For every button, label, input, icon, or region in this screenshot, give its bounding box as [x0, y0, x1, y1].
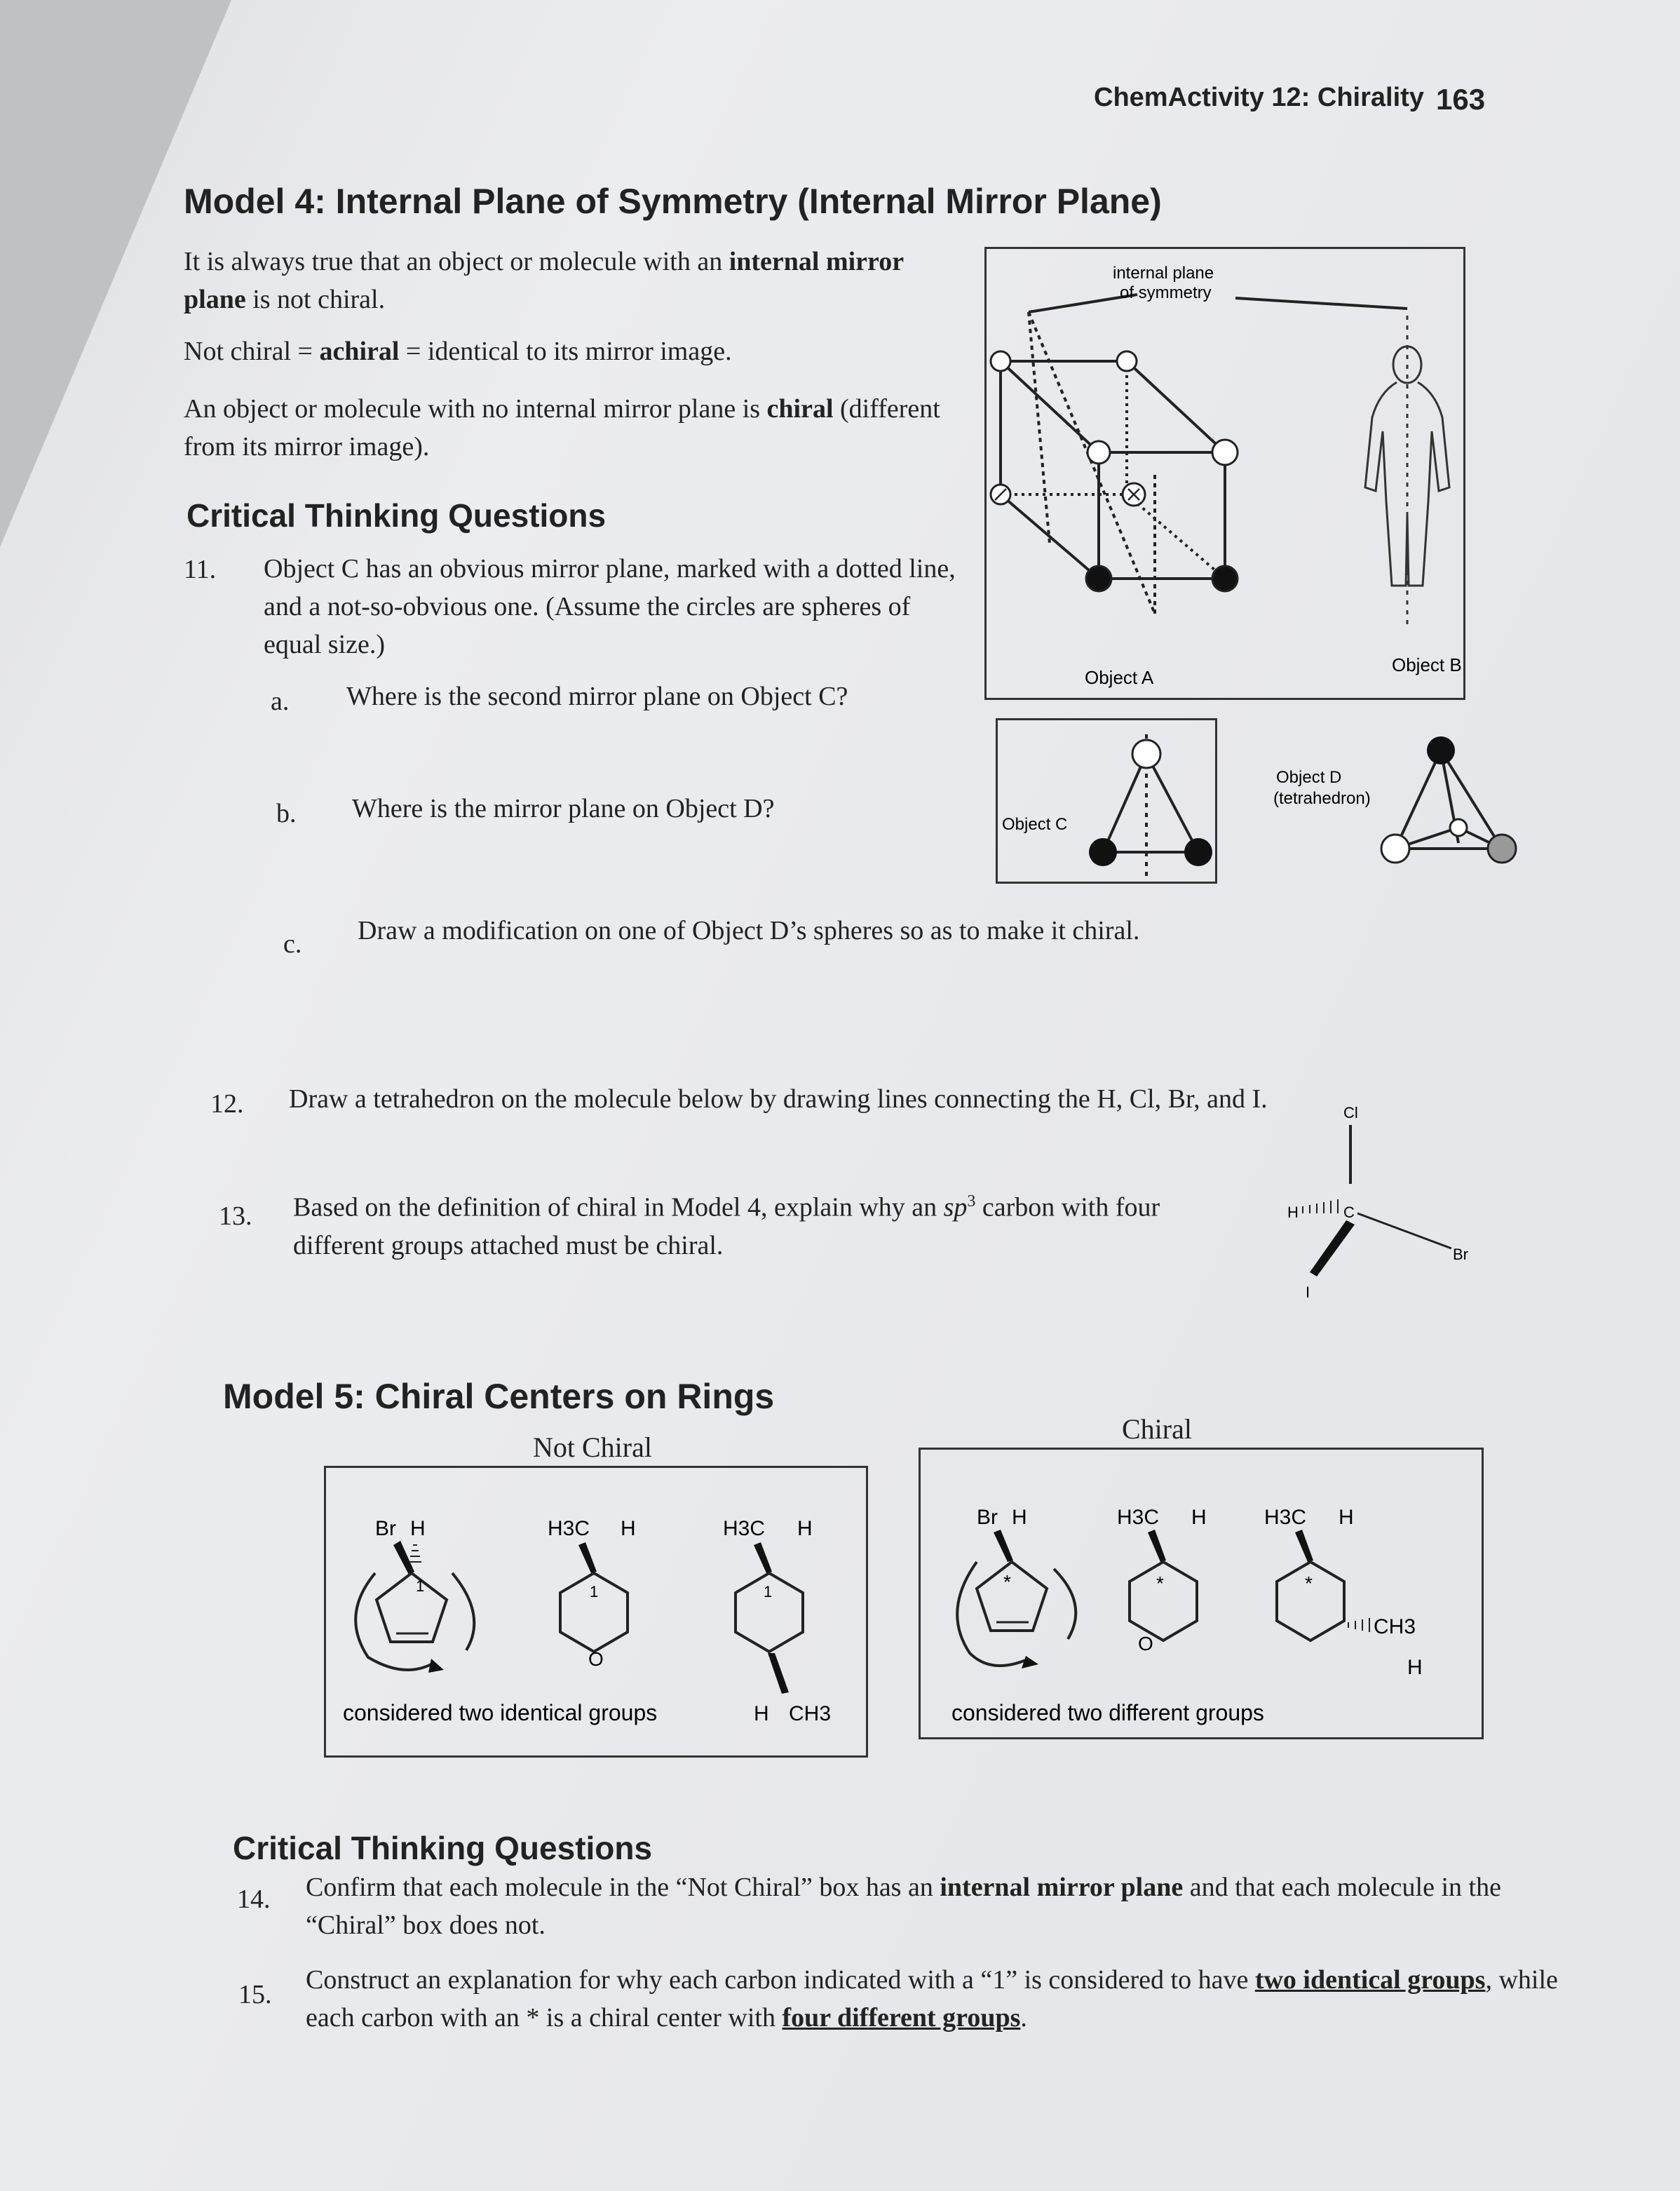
p2-text-a: Not chiral = — [184, 337, 320, 366]
object-c-drawing — [998, 720, 1215, 882]
chiral-box — [919, 1448, 1484, 1739]
q15-bold-identical: two identical groups — [1254, 1965, 1486, 1995]
c3-h-bottom: H — [1407, 1656, 1423, 1679]
objects-ab-drawing — [987, 249, 1463, 698]
q11c-label: c. — [283, 929, 302, 959]
nc3-h3c: H3C — [723, 1517, 766, 1540]
q15-period: . — [1020, 2003, 1027, 2032]
p1-text-c: is not chiral. — [245, 285, 386, 314]
nc3-h: H — [797, 1517, 813, 1540]
c1-star: * — [1003, 1571, 1011, 1593]
q12-number: 12. — [210, 1089, 244, 1119]
ctq1-title: Critical Thinking Questions — [187, 497, 607, 534]
q11-text: Object C has an obvious mirror plane, marked with a dotted line, and a not-so-obvious one. (Assume the circles are spheres of equal size.) — [264, 554, 956, 659]
q14-text — [306, 1868, 1589, 1944]
nc2-one: 1 — [590, 1583, 599, 1600]
q15-text — [306, 1961, 1589, 2037]
q12-text: Draw a tetrahedron on the molecule below by drawing lines connecting the H, Cl, Br, and I. — [289, 1084, 1268, 1114]
model4-paragraph-3 — [184, 390, 941, 466]
c1-h: H — [1012, 1506, 1027, 1529]
q11a-text: Where is the second mirror plane on Object C? — [346, 682, 848, 711]
running-head: ChemActivity 12: Chirality — [1094, 83, 1424, 112]
considered-identical-text: considered two identical groups — [343, 1700, 658, 1725]
q14-text-c: and that each molecule in the “Chiral” box does not. — [306, 1873, 1501, 1940]
object-d-drawing — [1269, 729, 1529, 891]
page-number: 163 — [1436, 83, 1486, 116]
q14-text-a: Confirm that each molecule in the “Not Chiral” box has an — [306, 1873, 940, 1902]
object-a-label: Object A — [1085, 667, 1154, 688]
q11a-label: a. — [271, 687, 290, 716]
q15-number: 15. — [238, 1980, 272, 2009]
atom-c: C — [1343, 1204, 1355, 1221]
not-chiral-box — [324, 1466, 868, 1758]
model4-title: Model 4: Internal Plane of Symmetry (Internal Mirror Plane) — [184, 182, 1162, 221]
nc2-h: H — [621, 1517, 636, 1540]
model4-paragraph-2 — [184, 332, 969, 370]
p2-text-c: = identical to its mirror image. — [399, 337, 732, 366]
q15-text-c: , while each carbon with an * is a chiral center with — [306, 1965, 1558, 2032]
p3-text-a: An object or molecule with no internal mirror plane is — [184, 394, 767, 424]
nc3-h-bottom: H — [754, 1702, 769, 1725]
nc1-br: Br — [375, 1517, 396, 1540]
p3-text-c: (different from its mirror image). — [184, 394, 940, 461]
q14-bold: internal mirror plane — [940, 1873, 1184, 1902]
haloalkane-molecule — [1276, 1101, 1486, 1312]
chiral-drawing — [921, 1450, 1482, 1737]
c1-br: Br — [977, 1506, 998, 1529]
not-chiral-drawing — [326, 1468, 866, 1755]
object-c-label: Object C — [1002, 815, 1068, 834]
q13-sup: 3 — [967, 1192, 976, 1211]
nc2-h3c: H3C — [548, 1517, 590, 1540]
nc1-h: H — [410, 1517, 426, 1540]
plane-label-line1: internal plane — [1113, 264, 1214, 283]
q11-number: 11. — [184, 555, 217, 584]
ctq2-title: Critical Thinking Questions — [233, 1830, 653, 1866]
p2-bold: achiral — [319, 337, 400, 366]
p3-bold: chiral — [766, 394, 834, 424]
c3-ch3: CH3 — [1374, 1615, 1416, 1638]
atom-cl: Cl — [1343, 1104, 1358, 1121]
q13-sp: sp — [943, 1192, 968, 1222]
nc2-o: O — [588, 1648, 604, 1670]
model4-figure-ab — [984, 247, 1465, 700]
plane-label-line2: of symmetry — [1120, 283, 1212, 302]
nc3-one: 1 — [764, 1583, 773, 1600]
c2-o: O — [1138, 1633, 1153, 1654]
q11c-text: Draw a modification on one of Object D’s spheres so as to make it chiral. — [358, 916, 1140, 945]
atom-h: H — [1287, 1204, 1299, 1221]
q13-text — [293, 1182, 1205, 1265]
model5-title: Model 5: Chiral Centers on Rings — [223, 1377, 775, 1416]
object-c-box — [996, 718, 1217, 884]
c3-star: * — [1305, 1572, 1313, 1594]
atom-i: I — [1306, 1283, 1310, 1301]
object-d-label: Object D — [1276, 768, 1342, 787]
c3-h3c: H3C — [1264, 1506, 1307, 1529]
c2-star: * — [1156, 1572, 1164, 1594]
object-d-figure — [1269, 729, 1529, 891]
object-d-sublabel: (tetrahedron) — [1273, 789, 1371, 808]
q15-bold-different: four different groups — [782, 2003, 1021, 2032]
p1-text-a: It is always true that an object or molecule with an — [184, 247, 729, 276]
q14-number: 14. — [237, 1885, 271, 1914]
human-figure — [1365, 316, 1449, 628]
q13-text-b: carbon with four different groups attached must be chiral. — [293, 1192, 1160, 1260]
object-b-label: Object B — [1392, 654, 1462, 675]
q13-number: 13. — [219, 1201, 252, 1231]
q15-text-a: Construct an explanation for why each carbon indicated with a “1” is considered to have — [306, 1965, 1255, 1995]
considered-different-text: considered two different groups — [951, 1700, 1264, 1725]
chiral-label: Chiral — [1122, 1413, 1192, 1445]
c2-h3c: H3C — [1117, 1506, 1160, 1529]
p1-bold: internal mirror plane — [184, 247, 904, 314]
nc1-one: 1 — [416, 1577, 425, 1595]
atom-br: Br — [1453, 1246, 1468, 1263]
q11b-label: b. — [276, 799, 297, 828]
not-chiral-label: Not Chiral — [533, 1431, 652, 1463]
c2-h: H — [1191, 1506, 1207, 1529]
model4-paragraph-1 — [184, 243, 969, 318]
q13-text-a: Based on the definition of chiral in Model 4, explain why an — [293, 1192, 944, 1222]
nc3-ch3: CH3 — [789, 1702, 832, 1725]
c3-h: H — [1339, 1506, 1354, 1529]
haloalkane-drawing — [1276, 1101, 1486, 1312]
q11b-text: Where is the mirror plane on Object D? — [352, 794, 775, 823]
